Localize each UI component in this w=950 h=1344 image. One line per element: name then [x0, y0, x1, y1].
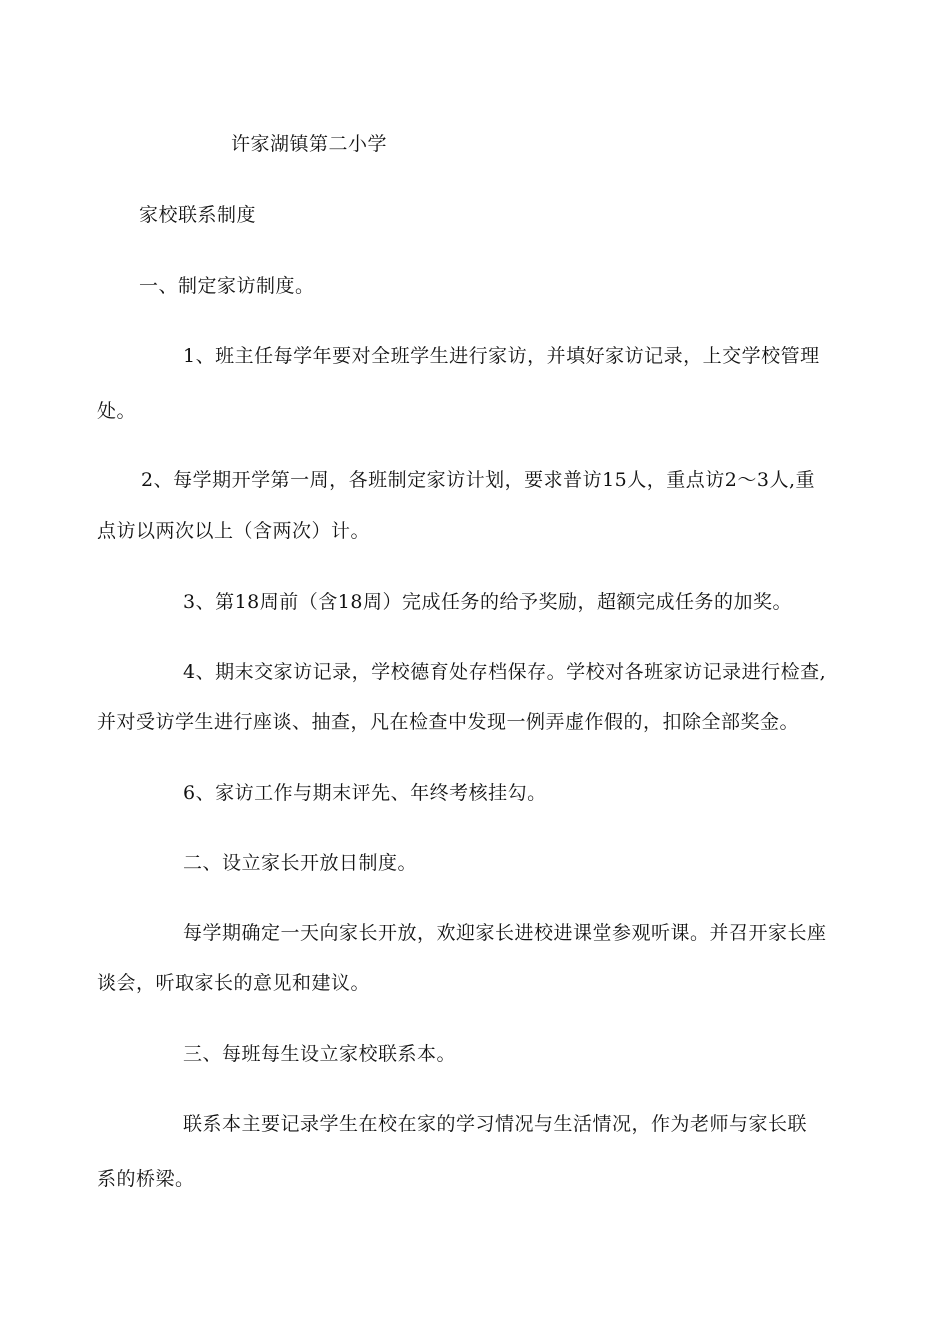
section1-item4-line2: 并对受访学生进行座谈、抽查，凡在检查中发现一例弄虚作假的，扣除全部奖金。 [97, 711, 800, 733]
section3-paragraph-line1: 联系本主要记录学生在校在家的学习情况与生活情况，作为老师与家长联 [183, 1113, 808, 1135]
section3-paragraph-line2: 系的桥梁。 [97, 1168, 195, 1190]
section-heading-1: 一、制定家访制度。 [139, 275, 315, 297]
section1-item3: 3、第18周前（含18周）完成任务的给予奖励，超额完成任务的加奖。 [183, 591, 792, 613]
section1-item4-line1: 4、期末交家访记录，学校德育处存档保存。学校对各班家访记录进行检查, [183, 661, 827, 683]
section2-paragraph-line2: 谈会，听取家长的意见和建议。 [97, 972, 371, 994]
section1-item1-line1: 1、班主任每学年要对全班学生进行家访，并填好家访记录，上交学校管理 [183, 345, 820, 367]
section-heading-3: 三、每班每生设立家校联系本。 [183, 1043, 457, 1065]
school-name: 许家湖镇第二小学 [231, 133, 388, 155]
section1-item2-line1: 2、每学期开学第一周，各班制定家访计划，要求普访15人，重点访2～3人,重 [141, 469, 815, 491]
document-title: 家校联系制度 [139, 204, 257, 226]
section1-item1-line2: 处。 [97, 400, 137, 422]
section2-paragraph-line1: 每学期确定一天向家长开放，欢迎家长进校进课堂参观听课。并召开家长座 [183, 922, 827, 944]
section-heading-2: 二、设立家长开放日制度。 [183, 852, 418, 874]
section1-item2-line2: 点访以两次以上（含两次）计。 [97, 520, 371, 542]
section1-item6: 6、家访工作与期末评先、年终考核挂勾。 [183, 782, 547, 804]
